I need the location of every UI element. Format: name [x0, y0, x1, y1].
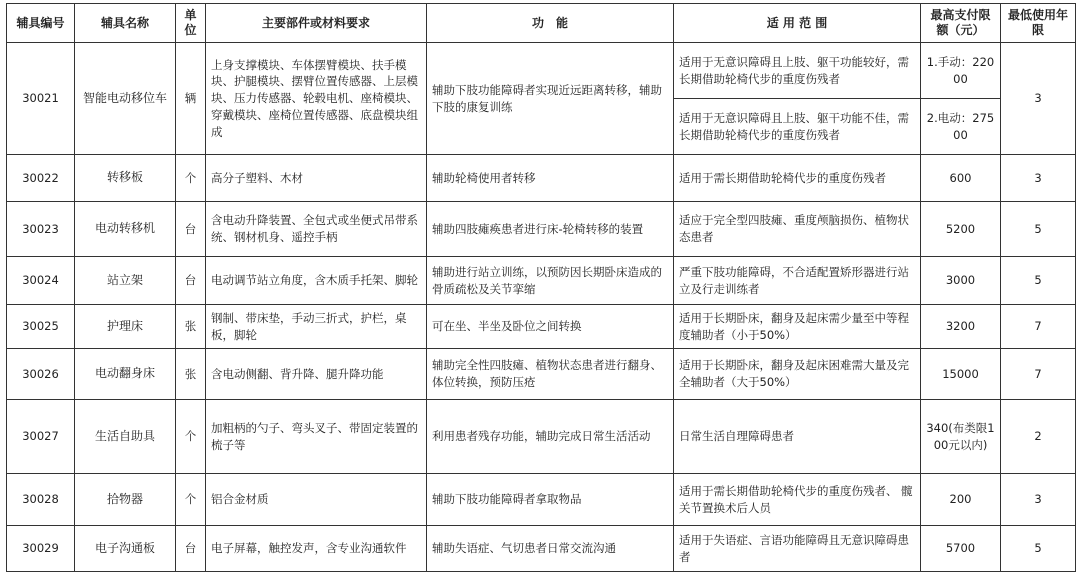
cell-years: 7	[1001, 305, 1076, 349]
cell-scope: 适用于失语症、言语功能障碍且无意识障碍患者	[674, 526, 921, 572]
cell-unit: 张	[176, 305, 206, 349]
cell-code: 30025	[7, 305, 75, 349]
cell-unit: 台	[176, 526, 206, 572]
cell-materials: 钢制、带床垫，手动三折式，护栏，桌板，脚轮	[206, 305, 427, 349]
cell-name: 生活自助具	[75, 400, 176, 474]
cell-scope: 适用于需长期借助轮椅代步的重度伤残者、 髋关节置换术后人员	[674, 474, 921, 526]
cell-function: 可在坐、半坐及卧位之间转换	[427, 305, 674, 349]
cell-name: 电动转移机	[75, 202, 176, 257]
cell-name: 智能电动移位车	[75, 43, 176, 155]
table-row	[7, 400, 1076, 474]
cell-name: 转移板	[75, 155, 176, 202]
cell-name: 电子沟通板	[75, 526, 176, 572]
cell-price: 600	[921, 155, 1001, 202]
table-row	[7, 474, 1076, 526]
header-price: 最高支付限额（元）	[921, 4, 1001, 43]
cell-unit: 个	[176, 155, 206, 202]
header-years: 最低使用年限	[1001, 4, 1076, 43]
header-scope: 适 用 范 围	[674, 4, 921, 43]
cell-name: 护理床	[75, 305, 176, 349]
cell-function: 利用患者残存功能，辅助完成日常生活活动	[427, 400, 674, 474]
cell-code: 30026	[7, 349, 75, 400]
cell-name: 站立架	[75, 257, 176, 305]
header-name: 辅具名称	[75, 4, 176, 43]
cell-price: 3000	[921, 257, 1001, 305]
assistive-device-table	[6, 3, 1076, 572]
cell-materials: 上身支撑模块、车体摆臂模块、扶手模块、护腿模块、摆臂位置传感器、上层模块、压力传感器、轮毂电机、座椅模块、穿戴模块、座椅位置传感器、底盘模块组成	[206, 43, 427, 155]
cell-code: 30024	[7, 257, 75, 305]
cell-scope: 适用于无意识障碍且上肢、躯干功能较好，需长期借助轮椅代步的重度伤残者	[674, 43, 921, 99]
cell-years: 5	[1001, 526, 1076, 572]
table-row	[7, 349, 1076, 400]
cell-price: 1.手动：22000	[921, 43, 1001, 99]
cell-price: 5200	[921, 202, 1001, 257]
table-row	[7, 257, 1076, 305]
cell-years: 7	[1001, 349, 1076, 400]
cell-years: 5	[1001, 257, 1076, 305]
cell-code: 30028	[7, 474, 75, 526]
cell-scope: 严重下肢功能障碍，不合适配置矫形器进行站立及行走训练者	[674, 257, 921, 305]
cell-function: 辅助进行站立训练，以预防因长期卧床造成的骨质疏松及关节挛缩	[427, 257, 674, 305]
cell-unit: 辆	[176, 43, 206, 155]
cell-materials: 高分子塑料、木材	[206, 155, 427, 202]
cell-unit: 台	[176, 257, 206, 305]
cell-unit: 台	[176, 202, 206, 257]
cell-code: 30029	[7, 526, 75, 572]
cell-function: 辅助四肢瘫痪患者进行床-轮椅转移的装置	[427, 202, 674, 257]
table-row	[7, 305, 1076, 349]
cell-code: 30027	[7, 400, 75, 474]
cell-price: 3200	[921, 305, 1001, 349]
cell-materials: 加粗柄的勺子、弯头叉子、带固定装置的梳子等	[206, 400, 427, 474]
cell-scope: 适应于完全型四肢瘫、重度颅脑损伤、植物状态患者	[674, 202, 921, 257]
cell-scope: 适用于长期卧床，翻身及起床需少量至中等程度辅助者（小于50%）	[674, 305, 921, 349]
cell-years: 5	[1001, 202, 1076, 257]
cell-unit: 个	[176, 474, 206, 526]
cell-function: 辅助完全性四肢瘫、植物状态患者进行翻身、体位转换，预防压疮	[427, 349, 674, 400]
cell-name: 拾物器	[75, 474, 176, 526]
cell-unit: 张	[176, 349, 206, 400]
cell-years: 2	[1001, 400, 1076, 474]
cell-years: 3	[1001, 43, 1076, 155]
table-row	[7, 202, 1076, 257]
cell-function: 辅助下肢功能障碍者实现近远距离转移，辅助下肢的康复训练	[427, 43, 674, 155]
cell-code: 30022	[7, 155, 75, 202]
header-row	[7, 4, 1076, 43]
cell-code: 30021	[7, 43, 75, 155]
cell-price: 5700	[921, 526, 1001, 572]
header-function: 功 能	[427, 4, 674, 43]
table-row	[7, 526, 1076, 572]
cell-code: 30023	[7, 202, 75, 257]
header-code: 辅具编号	[7, 4, 75, 43]
cell-unit: 个	[176, 400, 206, 474]
header-unit: 单位	[176, 4, 206, 43]
cell-materials: 含电动侧翻、背升降、腿升降功能	[206, 349, 427, 400]
cell-scope: 适用于需长期借助轮椅代步的重度伤残者	[674, 155, 921, 202]
cell-materials: 电动调节站立角度，含木质手托架、脚轮	[206, 257, 427, 305]
cell-years: 3	[1001, 155, 1076, 202]
cell-price: 15000	[921, 349, 1001, 400]
cell-function: 辅助轮椅使用者转移	[427, 155, 674, 202]
cell-price: 200	[921, 474, 1001, 526]
cell-function: 辅助下肢功能障碍者拿取物品	[427, 474, 674, 526]
table-row	[7, 43, 1076, 99]
cell-materials: 含电动升降装置、全包式或坐便式吊带系统、钢材机身、遥控手柄	[206, 202, 427, 257]
cell-materials: 电子屏幕，触控发声，含专业沟通软件	[206, 526, 427, 572]
table-row	[7, 155, 1076, 202]
cell-price: 340(布类限100元以内)	[921, 400, 1001, 474]
cell-scope: 适用于无意识障碍且上肢、躯干功能不佳，需长期借助轮椅代步的重度伤残者	[674, 99, 921, 155]
cell-name: 电动翻身床	[75, 349, 176, 400]
cell-scope: 日常生活自理障碍患者	[674, 400, 921, 474]
cell-years: 3	[1001, 474, 1076, 526]
cell-materials: 铝合金材质	[206, 474, 427, 526]
header-materials: 主要部件或材料要求	[206, 4, 427, 43]
cell-function: 辅助失语症、气切患者日常交流沟通	[427, 526, 674, 572]
cell-price: 2.电动：27500	[921, 99, 1001, 155]
cell-scope: 适用于长期卧床，翻身及起床困难需大量及完全辅助者（大于50%）	[674, 349, 921, 400]
